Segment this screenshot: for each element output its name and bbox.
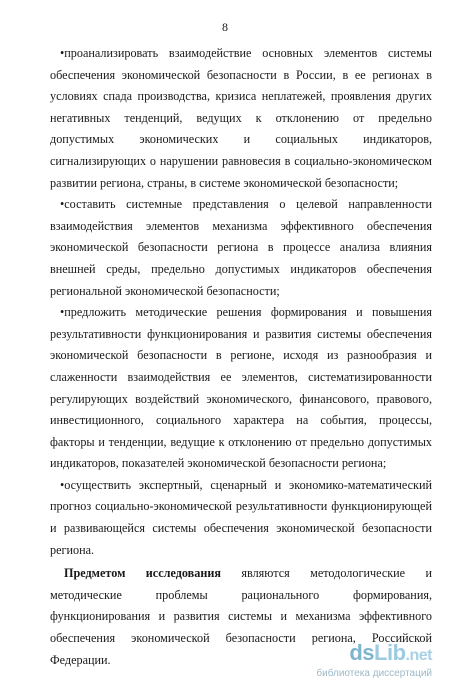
- logo-lib: Lib: [374, 640, 406, 665]
- dslib-logo: [302, 641, 432, 668]
- bullet-paragraph-3: •предложить методические решения формирования и повышения результативности функционирования и развития системы обеспечения экономической безопасности в регионе, исходя из разнообразия и слаженности взаимодействия ее элементов, систематизированности регулирующих воздействий экономического, финансового, правового, инвестиционного, социального характера на события, процессы, факторы и тенденции, ведущие к отклонению от предельно допустимых индикаторов, показателей экономической безопасности региона;: [50, 305, 432, 471]
- bullet-paragraph-1: •проанализировать взаимодействие основных элементов системы обеспечения экономической безопасности в России, в ее регионах в условиях спада производства, кризиса неплатежей, проявления других негативных тенденций, ведущих к отклонению от предельно допустимых экономических и социальных индикаторов, сигнализирующих о нарушении равновесия в социально-экономическом развитии региона, страны, в системе экономической безопасности;: [50, 46, 432, 190]
- bullet-paragraph-2: •составить системные представления о целевой направленности взаимодействия элементов механизма эффективного обеспечения экономической безопасности региона в процессе анализа влияния внешней среды, предельно допустимых индикаторов обеспечения региональной экономической безопасности;: [50, 197, 432, 298]
- page-number: 8: [222, 20, 228, 34]
- dslib-watermark: [302, 641, 432, 680]
- research-subject-lead: Предметом исследования: [64, 566, 221, 581]
- bullet-paragraph-4: •осуществить экспертный, сценарный и экономико-математический прогноз социально-экономической результативности функционирующей и развивающейся системы обеспечения экономической безопасности региона.: [50, 477, 432, 557]
- dslib-tagline: библиотека диссертаций: [316, 668, 432, 679]
- logo-net: .net: [405, 647, 432, 664]
- research-subject-text: являются методологические и методические проблемы рационального формирования, функционирования и развития системы и механизма эффективного обеспечения экономической безопасности региона, Российской Федерации.: [50, 566, 432, 667]
- logo-ds: ds: [349, 640, 375, 665]
- document-body: [50, 43, 432, 671]
